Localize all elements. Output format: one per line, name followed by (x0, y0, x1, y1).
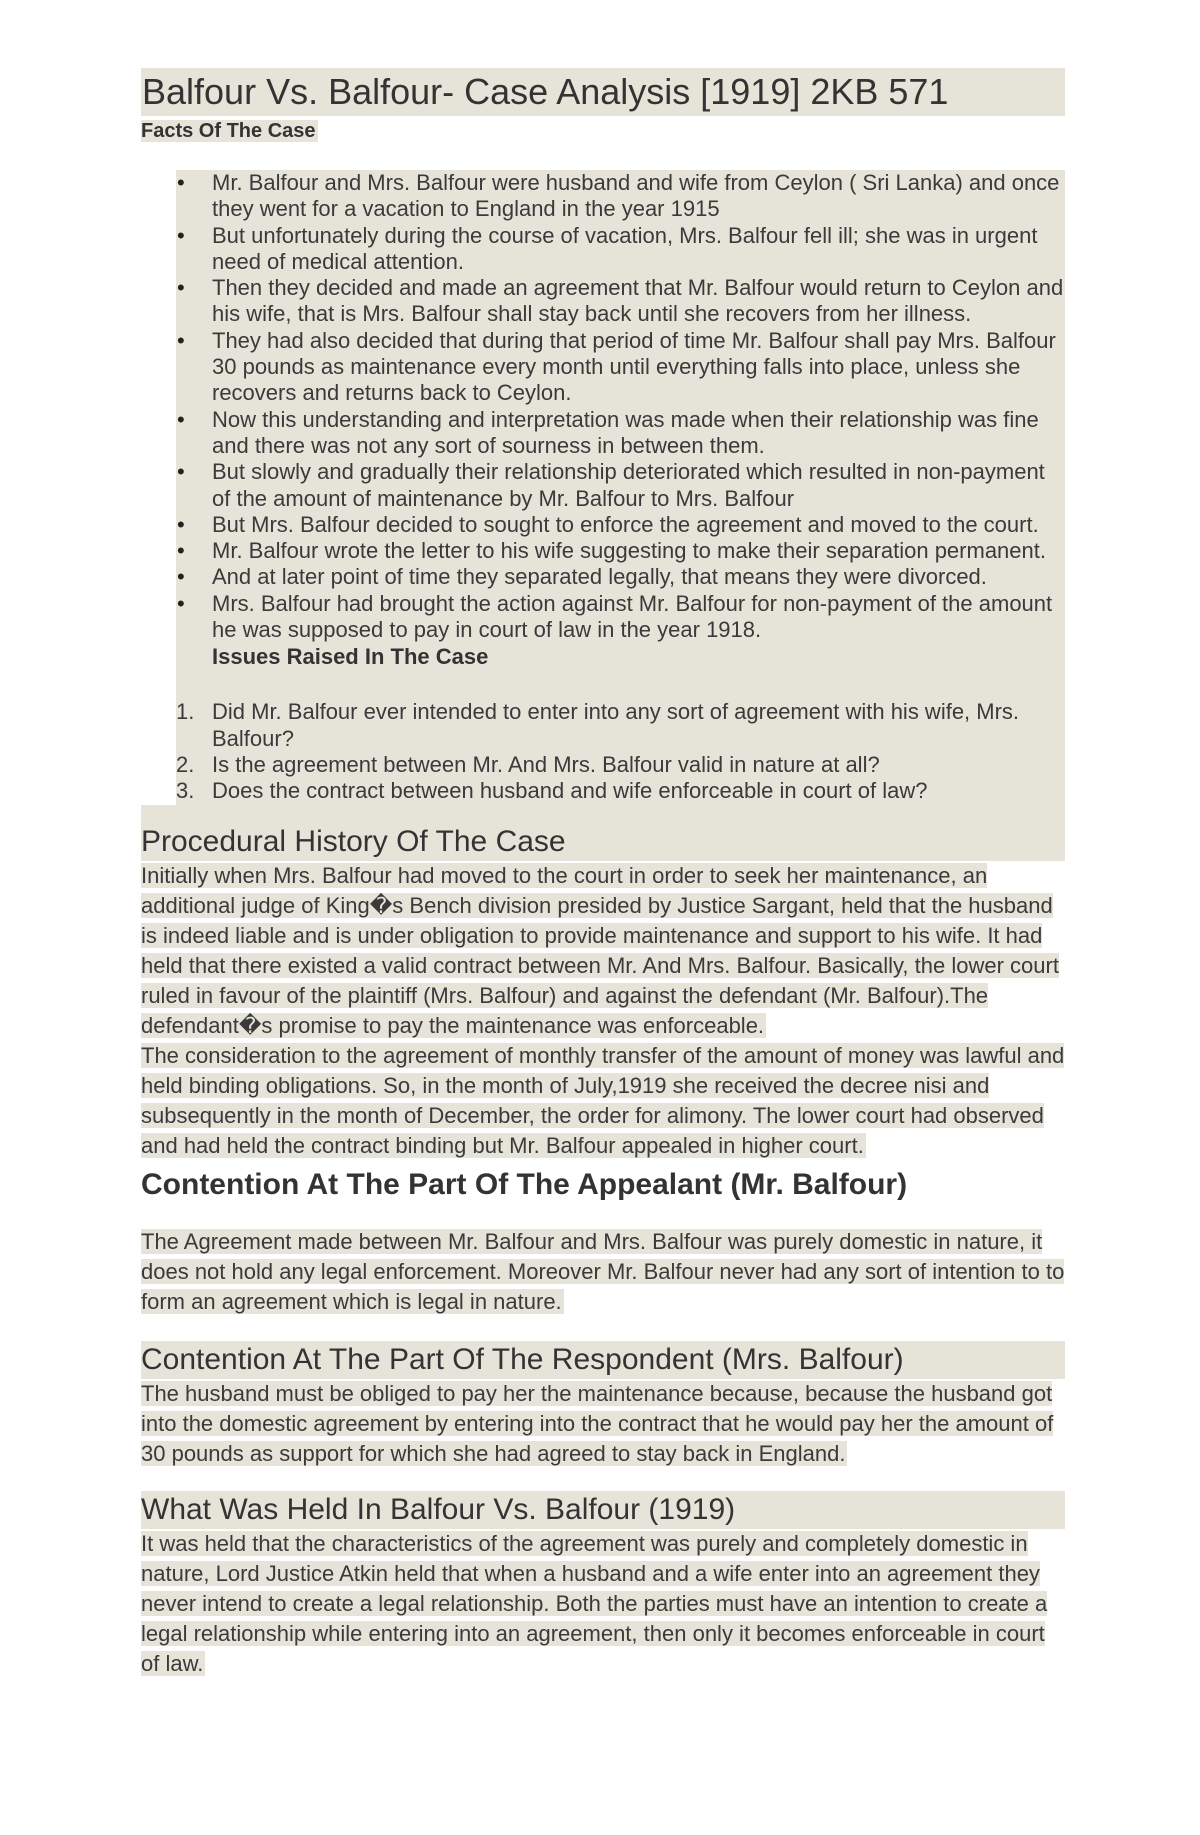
list-item: • They had also decided that during that period of time Mr. Balfour shall pay Mrs. Balfour 30 pounds as maintenance every month until everything falls into place, unless she recovers and returns back to Ceylon. (212, 328, 1065, 407)
title-block (141, 68, 1065, 116)
held-heading: What Was Held In Balfour Vs. Balfour (1919) (141, 1492, 736, 1526)
respondent-text: The husband must be obliged to pay her the maintenance because, because the husband got into the domestic agreement by entering into the contract that he would pay her the amount of 30 pounds as support for which she had agreed to stay back in England. (141, 1380, 1054, 1466)
facts-list (176, 170, 1065, 643)
list-item (176, 778, 1065, 804)
procedural-para-2: The consideration to the agreement of monthly transfer of the amount of money was lawful and held binding obligations. So, in the month of July,1919 she received the decree nisi and subsequently in the month of December, the order for alimony. The lower court had observed and had held the contract binding but Mr. Balfour appealed in higher court. (141, 1042, 1065, 1158)
appellant-text: The Agreement made between Mr. Balfour and Mrs. Balfour was purely domestic in nature, it does not hold any legal enforcement. Moreover Mr. Balfour never had any sort of intention to to form an agreement which is legal in nature. (141, 1228, 1065, 1314)
list-item: • But Mrs. Balfour decided to sought to enforce the agreement and moved to the court. (212, 512, 1065, 538)
list-item (176, 751, 1065, 778)
procedural-para-1: Initially when Mrs. Balfour had moved to the court in order to seek her maintenance, an additional judge of King�s Bench division presided by Justice Sargant, held that the husband is indeed liable and is under obligation to provide maintenance and support to his wife. It had held that there existed a valid contract between Mr. And Mrs. Balfour. Basically, the lower court ruled in favour of the plaintiff (Mrs. Balfour) and against the defendant (Mr. Balfour).The defendant�s promise to pay the maintenance was enforceable. (141, 862, 1059, 1038)
list-item: • Mr. Balfour wrote the letter to his wife suggesting to make their separation permanent. (212, 538, 1065, 564)
respondent-heading: Contention At The Part Of The Respondent (Mrs. Balfour) (141, 1342, 904, 1376)
held-heading-block (141, 1491, 1065, 1529)
issue-text: Is the agreement between Mr. And Mrs. Balfour valid in nature at all? (212, 751, 880, 777)
list-item: • Now this understanding and interpretation was made when their relationship was fine and there was not any sort of sourness in between them. (212, 407, 1065, 460)
list-item: • But slowly and gradually their relationship deteriorated which resulted in non-payment of the amount of maintenance by Mr. Balfour to Mrs. Balfour (212, 459, 1065, 512)
procedural-heading: Procedural History Of The Case (141, 824, 566, 858)
document-page (141, 68, 1065, 1679)
procedural-heading-block (141, 805, 1065, 861)
list-item: • But unfortunately during the course of vacation, Mrs. Balfour fell ill; she was in urgent need of medical attention. (212, 223, 1065, 276)
list-item: • And at later point of time they separated legally, that means they were divorced. (212, 564, 1065, 590)
list-item: • Mrs. Balfour had brought the action against Mr. Balfour for non-payment of the amount he was supposed to pay in court of law in the year 1918. (212, 591, 1065, 644)
list-number: 1. (176, 699, 195, 725)
respondent-heading-block (141, 1341, 1065, 1379)
issues-heading: Issues Raised In The Case (212, 644, 489, 670)
list-number: 2. (176, 751, 195, 777)
issues-list (176, 699, 1065, 804)
list-item (176, 699, 1065, 752)
issue-text: Did Mr. Balfour ever intended to enter into any sort of agreement with his wife, Mrs. Balfour? (212, 699, 1020, 751)
list-number: 3. (176, 778, 195, 804)
facts-heading: Facts Of The Case (141, 120, 316, 142)
held-text: It was held that the characteristics of the agreement was purely and completely domestic in nature, Lord Justice Atkin held that when a husband and a wife enter into an agreement they never intend to create a legal relationship. Both the parties must have an intention to create a legal relationship while entering into an agreement, then only it becomes enforceable in court of law. (141, 1530, 1048, 1676)
issue-text: Does the contract between husband and wife enforceable in court of law? (212, 778, 928, 804)
appellant-heading: Contention At The Part Of The Appealant (Mr. Balfour) (141, 1167, 908, 1201)
list-item: • Then they decided and made an agreement that Mr. Balfour would return to Ceylon and his wife, that is Mrs. Balfour shall stay back until she recovers from her illness. (212, 275, 1065, 328)
list-item: • Mr. Balfour and Mrs. Balfour were husband and wife from Ceylon ( Sri Lanka) and once they went for a vacation to England in the year 1915 (212, 170, 1065, 223)
page-title: Balfour Vs. Balfour- Case Analysis [1919] 2KB 571 (142, 71, 949, 112)
facts-block (176, 170, 1065, 805)
